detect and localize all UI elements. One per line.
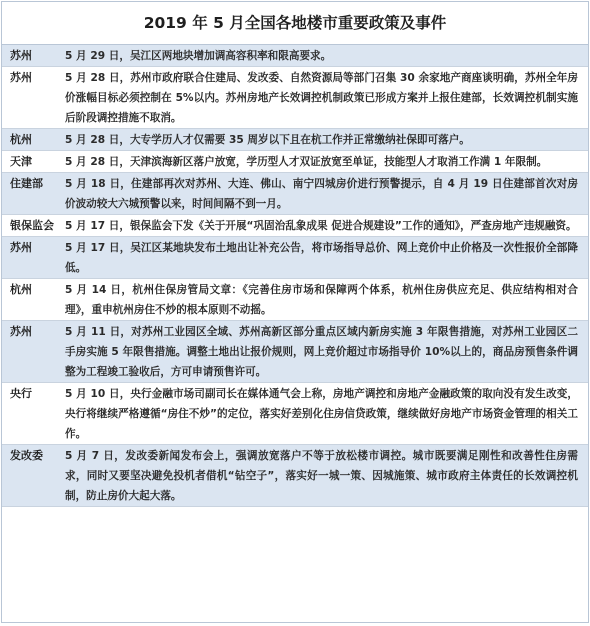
- row-text: 5 月 29 日，吴江区两地块增加调高容积率和限高要求。: [59, 45, 588, 67]
- row-city: 发改委: [2, 445, 59, 507]
- policy-row: [2, 129, 588, 151]
- policy-row: [2, 151, 588, 173]
- row-city: 苏州: [2, 67, 59, 129]
- row-text: 5 月 28 日，天津滨海新区落户放宽，学历型人才双证放宽至单证，技能型人才取消工作满 1 年限制。: [59, 151, 588, 173]
- row-text: 5 月 28 日，苏州市政府联合住建局、发改委、自然资源局等部门召集 30 余家地产商座谈明确，苏州全年房价涨幅目标必须控制在 5%以内。苏州房地产长效调控机制政策已形成方案并上报住建部，长效调控机制实施后阶段调控措施不取消。: [59, 67, 588, 129]
- row-text: 5 月 7 日，发改委新闻发布会上，强调放宽落户不等于放松楼市调控。城市既要满足刚性和改善性住房需求，同时又要坚决避免投机者借机“钻空子”，落实好一城一策、因城施策、城市政府主体责任的长效调控机制，防止房价大起大落。: [59, 445, 588, 507]
- row-text: 5 月 18 日，住建部再次对苏州、大连、佛山、南宁四城房价进行预警提示，自 4 月 19 日住建部首次对房价波动较大六城预警以来，时间间隔不到一月。: [59, 173, 588, 215]
- row-city: 苏州: [2, 45, 59, 67]
- row-city: 苏州: [2, 321, 59, 383]
- row-text: 5 月 14 日，杭州住保房管局文章：《完善住房市场和保障两个体系，杭州住房供应充足、供应结构相对合理》，重申杭州房住不炒的根本原则不动摇。: [59, 279, 588, 321]
- row-city: 杭州: [2, 129, 59, 151]
- policy-row: [2, 445, 588, 507]
- row-text: 5 月 17 日，银保监会下发《关于开展“巩固治乱象成果 促进合规建设”工作的通知》，严查房地产违规融资。: [59, 215, 588, 237]
- policy-rows: [2, 45, 588, 507]
- policy-row: [2, 383, 588, 445]
- row-city: 杭州: [2, 279, 59, 321]
- row-text: 5 月 10 日，央行金融市场司副司长在媒体通气会上称，房地产调控和房地产金融政策的取向没有发生改变，央行将继续严格遵循“房住不炒”的定位，落实好差别化住房信贷政策，继续做好房地产市场资金管理的相关工作。: [59, 383, 588, 445]
- policy-sheet: [1, 1, 589, 623]
- policy-row: [2, 279, 588, 321]
- row-city: 银保监会: [2, 215, 59, 237]
- policy-row: [2, 215, 588, 237]
- row-city: 天津: [2, 151, 59, 173]
- row-city: 央行: [2, 383, 59, 445]
- row-text: 5 月 11 日，对苏州工业园区全域、苏州高新区部分重点区域内新房实施 3 年限售措施，对苏州工业园区二手房实施 5 年限售措施。调整土地出让报价规则，网上竞价超过市场指导价 10%以上的，商品房预售条件调整为工程竣工验收后，方可申请预售许可。: [59, 321, 588, 383]
- policy-table: [2, 45, 588, 507]
- row-city: 住建部: [2, 173, 59, 215]
- policy-row: [2, 237, 588, 279]
- row-city: 苏州: [2, 237, 59, 279]
- row-text: 5 月 17 日，吴江区某地块发布土地出让补充公告，将市场指导总价、网上竞价中止价格及一次性报价全部降低。: [59, 237, 588, 279]
- row-text: 5 月 28 日，大专学历人才仅需要 35 周岁以下且在杭工作并正常缴纳社保即可落户。: [59, 129, 588, 151]
- policy-row: [2, 67, 588, 129]
- table-title: 2019 年 5 月全国各地楼市重要政策及事件: [2, 2, 588, 45]
- policy-row: [2, 321, 588, 383]
- policy-row: [2, 173, 588, 215]
- policy-row: [2, 45, 588, 67]
